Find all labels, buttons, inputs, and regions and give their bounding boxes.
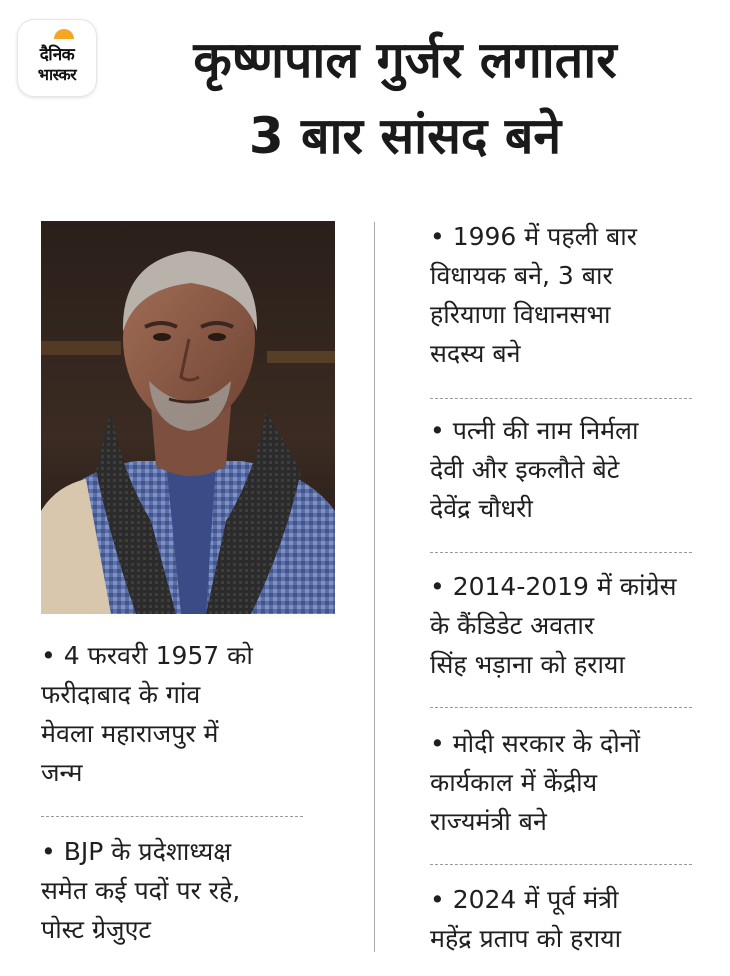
column-divider (374, 222, 375, 952)
sun-icon (54, 29, 74, 39)
dashed-divider (430, 552, 692, 553)
page-title: कृष्णपाल गुर्जर लगातार 3 बार सांसद बने (193, 31, 617, 165)
right-column (430, 217, 705, 958)
logo-line-1: दैनिक (39, 45, 75, 65)
dashed-divider (430, 864, 692, 865)
dashed-divider (430, 398, 692, 399)
bio-point-posts: • BJP के प्रदेशाध्यक्ष समेत कई पदों पर रहे, पोस्ट ग्रेजुएट (41, 837, 241, 944)
bio-point-2014-2019: • 2014-2019 में कांग्रेस के कैंडिडेट अवतार सिंह भड़ाना को हराया (430, 572, 677, 679)
left-column (41, 636, 321, 949)
dashed-divider (430, 707, 692, 708)
bio-point-family: • पत्नी की नाम निर्मला देवी और इकलौते बेटे देवेंद्र चौधरी (430, 416, 639, 523)
dainik-bhaskar-logo (18, 20, 96, 96)
bio-point-birth: • 4 फरवरी 1957 को फरीदाबाद के गांव मेवला महाराजपुर में जन्म (41, 641, 253, 787)
portrait-photo (41, 221, 335, 614)
bio-point-mla: • 1996 में पहली बार विधायक बने, 3 बार हरियाणा विधानसभा सदस्य बने (430, 222, 637, 368)
bio-point-minister: • मोदी सरकार के दोनों कार्यकाल में केंद्रीय राज्यमंत्री बने (430, 729, 641, 836)
bio-point-2024: • 2024 में पूर्व मंत्री महेंद्र प्रताप को हराया (430, 885, 622, 953)
dashed-divider (41, 816, 303, 817)
logo-line-2: भास्कर (37, 65, 77, 84)
